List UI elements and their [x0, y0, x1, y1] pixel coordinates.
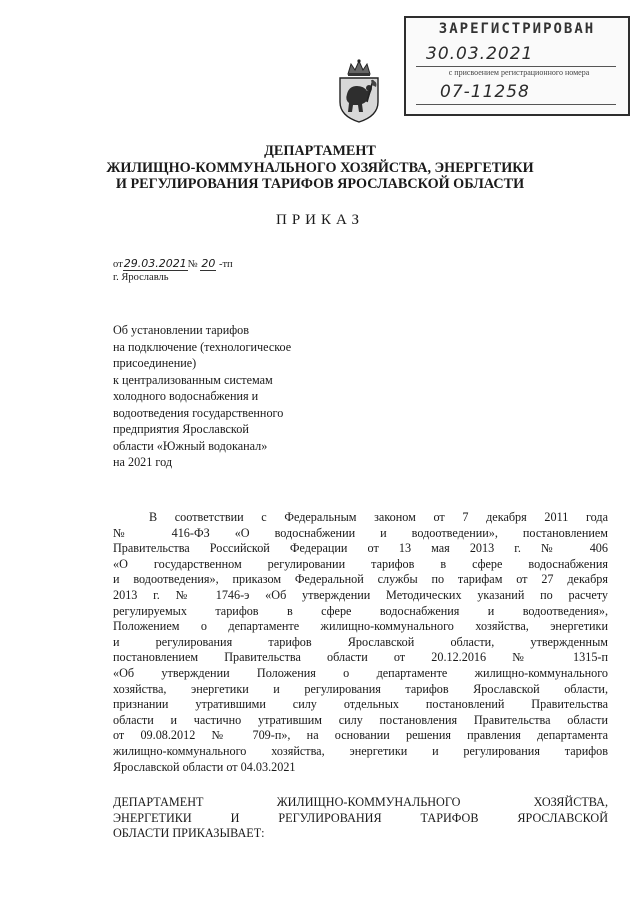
coat-of-arms-icon	[334, 58, 384, 124]
from-label: от	[113, 259, 123, 270]
subject-line: присоединение)	[113, 356, 197, 370]
preamble-line: признании утратившими силу отдельных постановлений Правительства	[113, 697, 608, 712]
preamble-line: 2013 г. № 1746-э «Об утверждении Методических указаний по расчету	[113, 587, 608, 602]
department-line: ЖИЛИЩНО-КОММУНАЛЬНОГО ХОЗЯЙСТВА, ЭНЕРГЕТИКИ	[106, 159, 534, 176]
preamble-line: жилищно-коммунального хозяйства, энергетики и регулирования тарифов	[113, 743, 608, 758]
preamble-paragraph	[113, 510, 608, 775]
preamble-line: № 416-ФЗ «О водоснабжении и водоотведении», постановлением	[113, 525, 608, 540]
subject-line: на 2021 год	[113, 455, 173, 469]
preamble-line: Ярославской области от 04.03.2021	[113, 759, 296, 774]
order-clause-line: ЭНЕРГЕТИКИ И РЕГУЛИРОВАНИЯ ТАРИФОВ ЯРОСЛАВСКОЙ	[113, 810, 608, 825]
order-subject	[113, 322, 373, 471]
subject-line: холодного водоснабжения и	[113, 389, 259, 403]
order-date-line	[113, 257, 233, 271]
preamble-line: «Об утверждении Положения о департаменте жилищно-коммунального	[113, 665, 608, 680]
stamp-subtitle: с присвоением регистрационного номера	[448, 68, 590, 77]
subject-line: области «Южный водоканал»	[113, 438, 268, 453]
order-clause-line: ДЕПАРТАМЕНТ ЖИЛИЩНО-КОММУНАЛЬНОГО ХОЗЯЙСТВА,	[113, 795, 608, 809]
preamble-line: В соответствии с Федеральным законом от 7 декабря 2011 года	[149, 510, 608, 524]
order-clause-line: ОБЛАСТИ ПРИКАЗЫВАЕТ:	[113, 826, 265, 841]
department-line: ДЕПАРТАМЕНТ	[264, 143, 376, 159]
subject-line: к централизованным системам	[113, 372, 273, 387]
stamp-divider	[416, 104, 616, 105]
preamble-line: и регулирования тарифов Ярославской области, утвержденным	[113, 634, 608, 649]
preamble-line: Положением о департаменте жилищно-коммунального хозяйства, энергетики	[113, 619, 608, 634]
subject-line: водоотведения государственного	[113, 405, 284, 420]
preamble-line: от 09.08.2012 № 709-п», на основании решения правления департамента	[113, 728, 608, 743]
preamble-line: регулируемых тарифов в сфере водоснабжения и водоотведения»,	[113, 603, 608, 618]
number-label: №	[187, 259, 198, 270]
stamp-title: ЗАРЕГИСТРИРОВАН	[438, 21, 596, 37]
preamble-line: и водоотведения», приказом Федеральной службы по тарифам от 27 декабря	[113, 572, 608, 587]
subject-line: Об установлении тарифов	[113, 323, 249, 337]
order-number: 20	[201, 257, 216, 270]
stamp-divider	[416, 66, 616, 67]
order-clause	[113, 795, 608, 842]
preamble-line: «О государственном регулировании тарифов в сфере водоснабжения	[113, 556, 608, 571]
department-line: И РЕГУЛИРОВАНИЯ ТАРИФОВ ЯРОСЛАВСКОЙ ОБЛАСТИ	[115, 176, 525, 192]
order-meta	[113, 257, 233, 284]
order-suffix: -тп	[218, 259, 233, 270]
registration-stamp	[404, 16, 630, 116]
preamble-line: постановлением Правительства области от 20.12.2016 № 1315-п	[113, 650, 608, 665]
order-title: ПРИКАЗ	[276, 212, 364, 228]
stamp-number: 07-11258	[440, 82, 530, 102]
order-city: г. Ярославль	[113, 272, 169, 283]
subject-line: предприятия Ярославской	[113, 422, 249, 436]
stamp-date: 30.03.2021	[426, 44, 534, 64]
department-header	[40, 143, 600, 193]
preamble-line: Правительства Российской Федерации от 13 мая 2013 г. № 406	[113, 541, 608, 556]
preamble-line: хозяйства, энергетики и регулирования тарифов Ярославской области,	[113, 681, 608, 696]
order-date: 29.03.2021	[123, 257, 187, 270]
preamble-line: области и частично утратившим силу постановления Правительства области	[113, 712, 608, 727]
subject-line: на подключение (технологическое	[113, 339, 292, 354]
